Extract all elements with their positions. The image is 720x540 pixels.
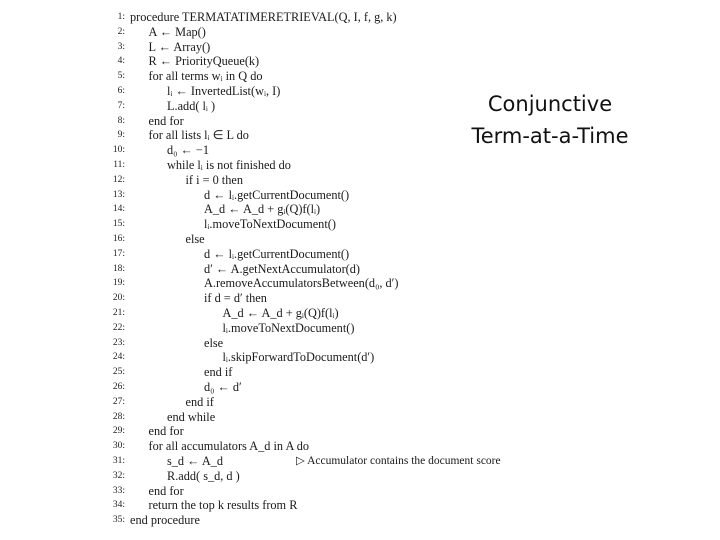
line-number: 4: — [117, 56, 125, 67]
algorithm-line — [108, 10, 548, 25]
line-number: 32: — [112, 470, 125, 481]
line-code: L.add( lᵢ ) — [167, 98, 216, 113]
line-number: 35: — [112, 515, 125, 526]
slide-title-line-1: Conjunctive — [487, 92, 613, 116]
line-code: if i = 0 then — [185, 172, 243, 187]
algorithm-line — [108, 365, 548, 380]
algorithm-line — [108, 424, 548, 439]
line-number: 2: — [117, 26, 125, 37]
algorithm-line — [108, 380, 548, 395]
algorithm-line — [108, 173, 548, 188]
algorithm-line — [108, 202, 548, 217]
line-code: d₀ ← −1 — [167, 143, 209, 158]
algorithm-line — [108, 54, 548, 69]
line-number: 7: — [117, 100, 125, 111]
line-code: lᵢ.skipForwardToDocument(d′) — [222, 350, 375, 365]
line-number: 9: — [117, 130, 125, 141]
algorithm-line — [108, 158, 548, 173]
line-code: A ← Map() — [148, 24, 206, 39]
line-number: 20: — [112, 293, 125, 304]
line-code: if d = d′ then — [204, 291, 267, 306]
line-number: 28: — [112, 411, 125, 422]
line-code: d ← lᵢ.getCurrentDocument() — [204, 246, 350, 261]
line-number: 8: — [117, 115, 125, 126]
line-code: s_d ← A_d — [167, 454, 224, 468]
line-code: end for — [148, 424, 184, 439]
line-number: 18: — [112, 263, 125, 274]
line-number: 27: — [112, 396, 125, 407]
algorithm-line — [108, 350, 548, 365]
line-code: return the top k results from R — [148, 498, 298, 513]
algorithm-line — [108, 498, 548, 513]
line-code: end procedure — [130, 513, 200, 528]
line-number: 25: — [112, 367, 125, 378]
line-number: 14: — [112, 204, 125, 215]
line-code: R ← PriorityQueue(k) — [148, 54, 260, 69]
line-number: 5: — [117, 71, 125, 82]
line-number: 10: — [112, 145, 125, 156]
line-code: lᵢ ← InvertedList(wᵢ, I) — [167, 84, 281, 98]
line-code: d ← lᵢ.getCurrentDocument() — [204, 187, 350, 202]
line-code: R.add( s_d, d ) — [167, 468, 240, 483]
line-code: for all lists lᵢ ∈ L do — [148, 128, 249, 143]
algorithm-line — [108, 395, 548, 410]
line-number: 15: — [112, 219, 125, 230]
line-code: L ← Array() — [148, 39, 211, 54]
line-code: end for — [148, 483, 184, 498]
line-number: 21: — [112, 308, 125, 318]
line-number: 17: — [112, 248, 125, 259]
line-code: d′ ← A.getNextAccumulator(d) — [204, 261, 361, 276]
algorithm-line — [108, 513, 548, 528]
slide-title-line-2: Term-at-a-Time — [471, 124, 629, 148]
line-code: end while — [167, 409, 216, 424]
line-code: end for — [148, 113, 184, 128]
algorithm-line — [108, 469, 548, 484]
algorithm-line — [108, 247, 548, 262]
algorithm-line — [108, 291, 548, 306]
algorithm-line — [108, 454, 548, 469]
line-number: 26: — [112, 382, 125, 392]
line-code: for all accumulators A_d in A do — [148, 439, 310, 454]
algorithm-line — [108, 217, 548, 232]
algorithm-line — [108, 188, 548, 203]
slide-title — [440, 88, 660, 152]
line-code: else — [204, 335, 224, 350]
line-code: A_d ← A_d + gᵢ(Q)f(lᵢ) — [222, 306, 339, 320]
line-number: 34: — [112, 500, 125, 511]
line-comment: ▷ Accumulator contains the document score — [296, 455, 501, 467]
line-code: d₀ ← d′ — [204, 380, 242, 394]
line-number: 11: — [113, 160, 125, 170]
algorithm-line — [108, 321, 548, 336]
algorithm-line — [108, 484, 548, 499]
line-code: A_d ← A_d + gᵢ(Q)f(lᵢ) — [204, 202, 321, 217]
algorithm-line — [108, 336, 548, 351]
line-code: for all terms wᵢ in Q do — [148, 69, 263, 84]
line-number: 24: — [112, 352, 125, 363]
line-number: 33: — [112, 485, 125, 496]
line-number: 19: — [112, 278, 125, 289]
algorithm-line — [108, 232, 548, 247]
algorithm-line — [108, 306, 548, 321]
algorithm-line — [108, 276, 548, 291]
algorithm-line — [108, 439, 548, 454]
line-number: 23: — [112, 337, 125, 348]
line-code: A.removeAccumulatorsBetween(d₀, d′) — [204, 276, 399, 291]
line-code: lᵢ.moveToNextDocument() — [222, 320, 355, 335]
line-code: end if — [185, 394, 214, 409]
algorithm-line — [108, 410, 548, 425]
line-number: 30: — [112, 441, 125, 452]
line-number: 3: — [117, 41, 125, 52]
line-code: end if — [204, 365, 233, 380]
line-code: while lᵢ is not finished do — [167, 158, 291, 172]
line-number: 13: — [112, 189, 125, 200]
line-number: 1: — [117, 12, 125, 22]
algorithm-line — [108, 262, 548, 277]
line-code: lᵢ.moveToNextDocument() — [204, 217, 336, 232]
line-number: 29: — [112, 426, 125, 437]
line-number: 16: — [112, 234, 125, 244]
line-number: 31: — [112, 456, 125, 466]
algorithm-line — [108, 69, 548, 84]
line-code: else — [185, 232, 205, 246]
line-number: 6: — [117, 86, 125, 96]
algorithm-line — [108, 40, 548, 55]
line-number: 12: — [112, 174, 125, 185]
line-code: procedure TERMATATIMERETRIEVAL(Q, I, f, g, k) — [130, 10, 397, 24]
line-number: 22: — [112, 322, 125, 333]
algorithm-line — [108, 25, 548, 40]
